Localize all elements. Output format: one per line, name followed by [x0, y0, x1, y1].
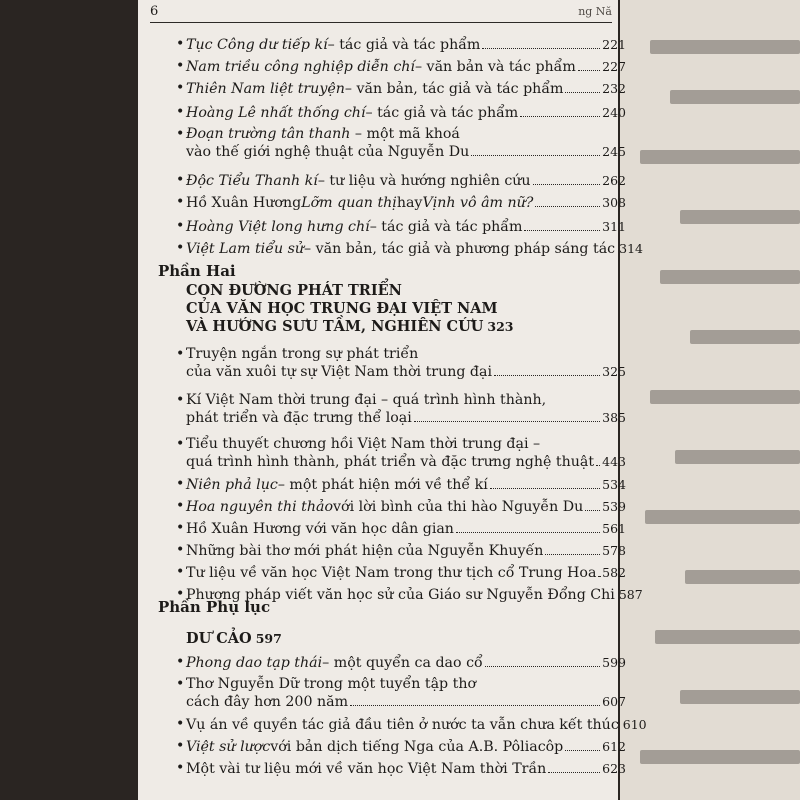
dot-leader [350, 705, 600, 706]
bullet-icon: • [176, 586, 185, 602]
bullet-icon: • [176, 80, 185, 96]
entry-text: – một quyển ca dao cổ [322, 655, 483, 671]
entry-text: Tiểu thuyết chương hồi Việt Nam thời trung đại – [186, 436, 541, 452]
dot-leader [565, 750, 600, 751]
entry-page-number: 623 [602, 761, 626, 776]
toc-entry [176, 476, 626, 494]
entry-text: Niên phả lục [186, 477, 278, 493]
bullet-icon: • [176, 126, 185, 142]
dot-leader [585, 510, 600, 511]
bullet-icon: • [176, 760, 185, 776]
bullet-icon: • [176, 392, 185, 408]
entry-page-number: 232 [602, 81, 626, 96]
entry-text: quá trình hình thành, phát triển và đặc trưng nghệ thuật [186, 454, 595, 470]
part-two-page: 323 [487, 319, 514, 334]
toc-entry [176, 654, 626, 672]
bullet-icon: • [176, 218, 185, 234]
entry-page-number: 607 [602, 694, 626, 709]
entry-text: Việt sử lược [186, 739, 271, 755]
entry-page-number: 534 [602, 477, 626, 492]
book-page [138, 0, 647, 800]
bullet-icon: • [176, 476, 185, 492]
entry-text: Đoạn trường tân thanh [186, 126, 351, 142]
entry-text: Vịnh vô âm nữ? [422, 195, 534, 211]
dot-leader [598, 576, 600, 577]
entry-page-number: 240 [602, 105, 626, 120]
toc-entry [176, 716, 647, 734]
entry-page-number: 227 [602, 59, 626, 74]
entry-page-number: 308 [602, 195, 626, 210]
appendix-title [186, 630, 282, 648]
toc-entry [176, 564, 626, 582]
entry-text: với bản dịch tiếng Nga của A.B. Pôliacôp [270, 739, 564, 755]
toc-entry [176, 172, 626, 190]
toc-entry [176, 520, 626, 538]
appendix-title-text: DƯ CẢO [186, 630, 252, 647]
entry-page-number: 262 [602, 173, 626, 188]
entry-text: – tác giả và tác phẩm [369, 219, 523, 235]
entry-text: hay [396, 195, 423, 211]
bullet-icon: • [176, 498, 185, 514]
part-two-title-line: VÀ HƯỚNG SƯU TẦM, NGHIÊN CỨU [186, 318, 484, 335]
entry-page-number: 311 [602, 219, 626, 234]
appendix-title-line [186, 630, 282, 648]
part-two-title [186, 282, 513, 336]
page-number: 6 [150, 4, 159, 19]
appendix-label: Phần Phụ lục [158, 598, 271, 616]
entry-text: Hồ Xuân Hương với văn học dân gian [186, 521, 454, 537]
entry-text: cách đây hơn 200 năm [186, 694, 349, 710]
entry-text: Tục Công dư tiếp kí [186, 37, 328, 53]
bullet-icon: • [176, 36, 185, 52]
bullet-icon: • [176, 346, 185, 362]
entry-text: – một phát hiện mới về thể kí [277, 477, 488, 493]
entry-page-number: 221 [602, 37, 626, 52]
dot-leader [578, 70, 600, 71]
dot-leader [456, 532, 600, 533]
entry-text: Hoàng Lê nhất thống chí [186, 105, 366, 121]
bullet-icon: • [176, 520, 185, 536]
toc-entry [176, 436, 626, 471]
entry-page-number: 325 [602, 364, 626, 379]
part-two-title-last-line [186, 318, 513, 336]
toc-entry [176, 104, 626, 122]
entry-page-number: 561 [602, 521, 626, 536]
entry-text: Hoa nguyên thi thảo [186, 499, 334, 515]
entry-text: Hồ Xuân Hương [186, 195, 302, 211]
entry-page-number: 443 [602, 454, 626, 469]
bullet-icon: • [176, 654, 185, 670]
entry-page-number: 314 [619, 241, 643, 256]
toc-entry [176, 676, 626, 711]
toc-entry [176, 194, 626, 212]
entry-text: Vụ án về quyền tác giả đầu tiên ở nước ta vẫn chưa kết thúc [186, 717, 619, 733]
entry-text: Việt Lam tiểu sử [186, 241, 305, 257]
entry-text: – văn bản, tác giả và tác phẩm [344, 81, 564, 97]
dot-leader [485, 666, 600, 667]
bullet-icon: • [176, 676, 185, 692]
dot-leader [471, 155, 600, 156]
bullet-icon: • [176, 194, 185, 210]
entry-page-number: 587 [618, 587, 643, 602]
toc-entry [176, 240, 643, 258]
part-two-title-line: CON ĐƯỜNG PHÁT TRIỂN [186, 282, 402, 299]
dot-leader [490, 488, 600, 489]
toc-entry [176, 760, 626, 778]
toc-entry [176, 58, 626, 76]
entry-page-number: 612 [602, 739, 626, 754]
toc-entry [176, 36, 626, 54]
dot-leader [535, 206, 600, 207]
page-header [150, 2, 612, 23]
toc-entry [176, 392, 626, 427]
entry-page-number: 578 [602, 543, 626, 558]
appendix-page: 597 [255, 631, 282, 646]
toc-entry [176, 126, 626, 161]
dot-leader [524, 230, 600, 231]
part-two-label: Phần Hai [158, 262, 236, 280]
entry-text: Nam triều công nghiệp diễn chí [186, 59, 415, 75]
entry-text: Hoàng Việt long hưng chí [186, 219, 370, 235]
entry-page-number: 245 [602, 144, 626, 159]
toc-entry [176, 498, 626, 516]
dot-leader [565, 92, 600, 93]
bullet-icon: • [176, 542, 185, 558]
toc-entry [176, 542, 626, 560]
bullet-icon: • [176, 564, 185, 580]
bullet-icon: • [176, 172, 185, 188]
bullet-icon: • [176, 738, 185, 754]
toc-entry [176, 738, 626, 756]
bullet-icon: • [176, 436, 185, 452]
entry-text: Thơ Nguyễn Dữ trong một tuyển tập thơ [186, 676, 477, 692]
bullet-icon: • [176, 716, 185, 732]
dot-leader [533, 184, 601, 185]
entry-page-number: 582 [602, 565, 626, 580]
entry-text: phát triển và đặc trưng thể loại [186, 410, 412, 426]
entry-page-number: 610 [622, 717, 647, 732]
entry-text: vào thế giới nghệ thuật của Nguyễn Du [186, 144, 470, 160]
dot-leader [545, 554, 600, 555]
entry-text: – tác giả và tác phẩm [365, 105, 519, 121]
entry-text: Kí Việt Nam thời trung đại – quá trình hình thành, [186, 392, 547, 408]
entry-text: Truyện ngắn trong sự phát triển [186, 346, 419, 362]
toc-entry [176, 346, 626, 381]
entry-text: Phương pháp viết văn học sử của Giáo sư Nguyễn Đổng Chi [186, 587, 615, 603]
entry-page-number: 385 [602, 410, 626, 425]
dot-leader [548, 772, 600, 773]
dot-leader [596, 465, 600, 466]
dot-leader [482, 48, 600, 49]
entry-text: Thiên Nam liệt truyện [186, 81, 345, 97]
part-two-title-line: CỦA VĂN HỌC TRUNG ĐẠI VIỆT NAM [186, 300, 498, 317]
entry-text: – tư liệu và hướng nghiên cứu [317, 173, 531, 189]
entry-text: Tư liệu về văn học Việt Nam trong thư tịch cổ Trung Hoa [186, 565, 597, 581]
dot-leader [494, 375, 600, 376]
toc-entry [176, 218, 626, 236]
bullet-icon: • [176, 58, 185, 74]
running-header: ng Nă [578, 5, 612, 18]
toc-entry [176, 586, 643, 604]
entry-text: Phong dao tạp thái [186, 655, 323, 671]
entry-page-number: 599 [602, 655, 626, 670]
toc-entry [176, 80, 626, 98]
entry-text: với lời bình của thi hào Nguyễn Du [333, 499, 584, 515]
entry-text: Một vài tư liệu mới về văn học Việt Nam thời Trần [186, 761, 547, 777]
entry-text: của văn xuôi tự sự Việt Nam thời trung đại [186, 364, 493, 380]
facing-page [620, 0, 800, 800]
entry-page-number: 539 [602, 499, 626, 514]
entry-text: Độc Tiểu Thanh kí [186, 173, 318, 189]
entry-text: – tác giả và tác phẩm [327, 37, 481, 53]
bullet-icon: • [176, 240, 185, 256]
entry-text: Những bài thơ mới phát hiện của Nguyễn Khuyến [186, 543, 544, 559]
dot-leader [414, 421, 600, 422]
entry-text: Lỡm quan thị [301, 195, 397, 211]
entry-text: – văn bản, tác giả và phương pháp sáng tác [304, 241, 616, 257]
entry-text: – văn bản và tác phẩm [414, 59, 576, 75]
dot-leader [520, 116, 600, 117]
entry-text: – một mã khoá [350, 126, 460, 142]
bullet-icon: • [176, 104, 185, 120]
